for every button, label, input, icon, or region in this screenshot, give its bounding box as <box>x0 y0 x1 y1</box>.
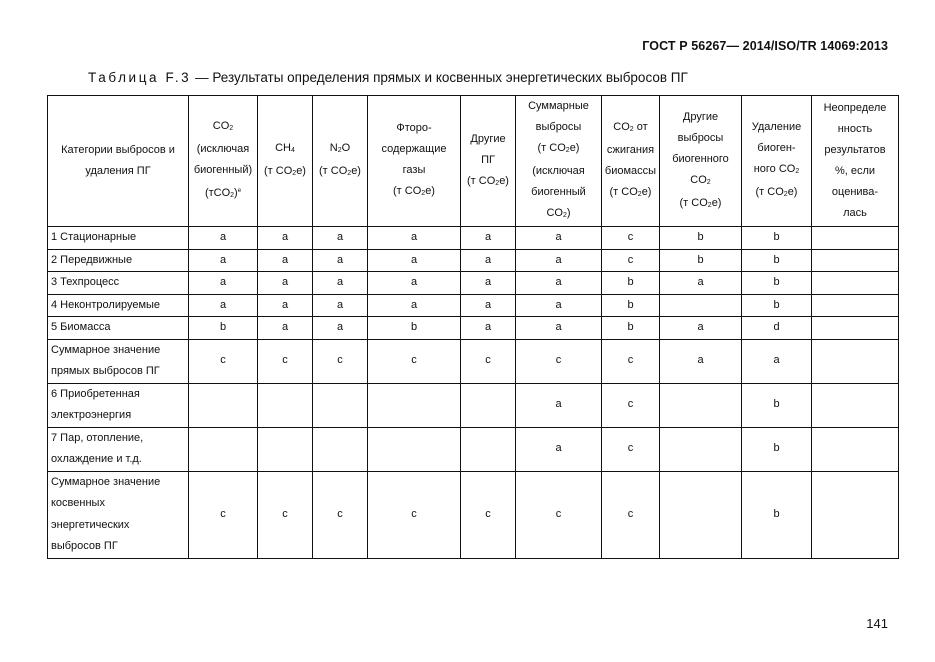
column-header-line: $CO_2$) <box>546 207 571 219</box>
table-cell-co2 <box>189 427 258 471</box>
table-cell-co2: a <box>189 227 258 250</box>
table-cell-removal: b <box>742 383 812 427</box>
table-cell-other <box>461 427 516 471</box>
table-cell-other: a <box>461 317 516 340</box>
column-header-line: Другие <box>470 132 506 145</box>
column-header-line: ного $CO_2$ <box>753 163 800 175</box>
column-header-line: (т $CO_2е$) <box>393 185 435 197</box>
row-category-line: 2 Передвижные <box>51 253 133 266</box>
table-header-row <box>48 96 899 227</box>
column-header-category <box>48 96 189 227</box>
row-category-line: выбросов ПГ <box>51 540 118 552</box>
table-cell-other: a <box>461 249 516 272</box>
table-cell-biomass: b <box>602 272 660 295</box>
table-cell-fluoro: a <box>368 294 461 317</box>
column-header-line: биогенный) <box>193 164 253 176</box>
table-cell-co2: c <box>189 471 258 558</box>
table-row <box>48 427 899 471</box>
column-header-line: (т $CO_2е$) <box>467 174 509 187</box>
table-cell-ch4 <box>258 383 313 427</box>
table-cell-fluoro: a <box>368 272 461 295</box>
row-category <box>48 317 189 340</box>
table-cell-other: c <box>461 471 516 558</box>
column-header-line: (исключая <box>196 143 250 155</box>
table-cell-other_bio: b <box>660 249 742 272</box>
row-category-line: электроэнергия <box>51 409 132 421</box>
table-cell-fluoro <box>368 383 461 427</box>
table-cell-uncertainty <box>812 227 899 250</box>
row-category <box>48 294 189 317</box>
table-cell-total: a <box>516 383 602 427</box>
column-header-line: сжигания <box>606 144 655 156</box>
column-header-fluoro <box>368 96 461 227</box>
table-cell-co2: c <box>189 339 258 383</box>
table-cell-removal: d <box>742 317 812 340</box>
table-cell-n2o <box>313 427 368 471</box>
table-cell-biomass: b <box>602 317 660 340</box>
row-category-line: 4 Неконтролируемые <box>51 298 161 311</box>
table-cell-biomass: c <box>602 383 660 427</box>
column-header-line: биогенного <box>672 152 729 165</box>
table-row <box>48 249 899 272</box>
column-header-line: биогенный <box>531 186 586 198</box>
page-number: 141 <box>866 616 888 631</box>
table-cell-co2: a <box>189 272 258 295</box>
table-cell-ch4: c <box>258 339 313 383</box>
table-cell-uncertainty <box>812 249 899 272</box>
column-header-line: (т $CO_2е$) <box>755 186 798 198</box>
table-row <box>48 471 899 558</box>
column-header-line: $CO_2$ <box>690 173 711 186</box>
column-header-line: Категории выбросов и <box>61 144 175 156</box>
table-cell-removal: b <box>742 294 812 317</box>
row-category-line: Суммарное значение <box>51 343 161 356</box>
column-header-line: газы <box>402 164 426 176</box>
table-cell-biomass: c <box>602 471 660 558</box>
row-category-line: энергетических <box>51 518 130 531</box>
column-header-other <box>461 96 516 227</box>
table-cell-co2: a <box>189 294 258 317</box>
column-header-line: (т $CO_2е$) <box>264 165 306 177</box>
table-cell-ch4: c <box>258 471 313 558</box>
table-cell-uncertainty <box>812 427 899 471</box>
table-cell-ch4: a <box>258 317 313 340</box>
table-row <box>48 272 899 295</box>
row-category-line: прямых выбросов ПГ <box>51 365 160 377</box>
row-category <box>48 383 189 427</box>
column-header-n2o <box>313 96 368 227</box>
table-cell-total: a <box>516 294 602 317</box>
table-cell-fluoro: b <box>368 317 461 340</box>
column-header-biomass <box>602 96 660 227</box>
column-header-line: биомассы <box>604 165 657 177</box>
table-cell-total: a <box>516 249 602 272</box>
table-caption <box>88 70 688 85</box>
column-header-line: $CO_2$ от <box>613 121 648 133</box>
table-cell-uncertainty <box>812 294 899 317</box>
column-header-line: Удаление <box>751 121 802 133</box>
table-cell-other_bio <box>660 427 742 471</box>
table-cell-n2o: a <box>313 294 368 317</box>
column-header-line: удаления ПГ <box>85 165 151 177</box>
row-category-line: 7 Пар, отопление, <box>51 431 144 444</box>
row-category <box>48 272 189 295</box>
column-header-line: Другие <box>682 110 719 123</box>
column-header-line: биоген- <box>757 142 796 154</box>
column-header-line: (исключая <box>532 165 585 177</box>
table-cell-other_bio: a <box>660 317 742 340</box>
table-cell-uncertainty <box>812 471 899 558</box>
table-cell-n2o: a <box>313 272 368 295</box>
standard-code: ГОСТ Р 56267— 2014/ISO/TR 14069:2013 <box>642 39 888 53</box>
column-header-line: (т $CO_2е$) <box>609 186 652 198</box>
table-cell-ch4: a <box>258 227 313 250</box>
table-cell-total: a <box>516 427 602 471</box>
table-row <box>48 227 899 250</box>
table-cell-uncertainty <box>812 383 899 427</box>
column-header-ch4 <box>258 96 313 227</box>
column-header-other_bio <box>660 96 742 227</box>
table-cell-removal: b <box>742 471 812 558</box>
row-category-line: 1 Стационарные <box>51 231 137 243</box>
table-cell-total: c <box>516 339 602 383</box>
table-cell-removal: b <box>742 249 812 272</box>
table-cell-other: a <box>461 294 516 317</box>
column-header-co2 <box>189 96 258 227</box>
column-header-line: (т $CO_2е$) <box>679 196 722 209</box>
caption-dash: — <box>195 70 209 85</box>
table-cell-fluoro: a <box>368 249 461 272</box>
row-category <box>48 227 189 250</box>
table-cell-total: a <box>516 227 602 250</box>
table-cell-uncertainty <box>812 317 899 340</box>
table-cell-other_bio <box>660 383 742 427</box>
table-cell-other: a <box>461 272 516 295</box>
column-header-line: (т $CO_2е$) <box>319 165 361 177</box>
table-cell-total: c <box>516 471 602 558</box>
table-cell-other <box>461 383 516 427</box>
table-cell-co2: b <box>189 317 258 340</box>
row-category <box>48 249 189 272</box>
table-row <box>48 294 899 317</box>
row-category-line: 3 Техпроцесс <box>51 276 120 288</box>
table-cell-n2o: c <box>313 471 368 558</box>
table-cell-biomass: b <box>602 294 660 317</box>
column-header-line: (т $CO_2е$) <box>537 142 580 154</box>
table-cell-fluoro: a <box>368 227 461 250</box>
column-header-line: Неопределе <box>823 102 887 114</box>
column-header-total <box>516 96 602 227</box>
table-cell-other_bio: b <box>660 227 742 250</box>
row-category <box>48 339 189 383</box>
table-cell-removal: b <box>742 227 812 250</box>
table-cell-other_bio <box>660 294 742 317</box>
table-cell-removal: a <box>742 339 812 383</box>
table-cell-ch4: a <box>258 294 313 317</box>
table-cell-fluoro: c <box>368 339 461 383</box>
table-cell-total: a <box>516 317 602 340</box>
table-cell-other_bio: a <box>660 272 742 295</box>
table-cell-n2o <box>313 383 368 427</box>
table-cell-other_bio <box>660 471 742 558</box>
row-category-line: охлаждение и т.д. <box>51 453 142 465</box>
column-header-line: результатов <box>824 144 886 156</box>
table-cell-uncertainty <box>812 272 899 295</box>
column-header-line: $N_2O$ <box>329 142 351 154</box>
column-header-line: выбросы <box>535 121 582 133</box>
table-cell-removal: b <box>742 272 812 295</box>
table-cell-removal: b <box>742 427 812 471</box>
table-cell-ch4: a <box>258 272 313 295</box>
table-cell-fluoro <box>368 427 461 471</box>
column-header-line: оценива- <box>831 186 879 198</box>
table-cell-other_bio: a <box>660 339 742 383</box>
table-cell-other: c <box>461 339 516 383</box>
table-row <box>48 339 899 383</box>
table-cell-n2o: a <box>313 249 368 272</box>
table-cell-biomass: c <box>602 339 660 383</box>
column-header-line: ПГ <box>481 153 495 166</box>
row-category-line: Суммарное значение <box>51 475 161 488</box>
column-header-line: $CO_2$ <box>212 120 234 132</box>
table-cell-n2o: a <box>313 317 368 340</box>
row-category-line: 6 Приобретенная <box>51 387 140 400</box>
table-cell-fluoro: c <box>368 471 461 558</box>
column-header-uncertainty <box>812 96 899 227</box>
ghg-emissions-table <box>47 95 899 559</box>
column-header-line: $CH_4$ <box>275 142 295 154</box>
table-cell-biomass: c <box>602 427 660 471</box>
column-header-line: Фторо- <box>396 122 432 134</box>
table-cell-total: a <box>516 272 602 295</box>
table-title: Результаты определения прямых и косвенных энергетических выбросов ПГ <box>212 70 688 85</box>
column-header-removal <box>742 96 812 227</box>
column-header-line: $(тCO_2)^e$ <box>204 187 242 199</box>
row-category-line: косвенных <box>51 497 105 509</box>
table-cell-ch4 <box>258 427 313 471</box>
column-header-line: %, если <box>834 165 876 177</box>
table-cell-uncertainty <box>812 339 899 383</box>
row-category <box>48 427 189 471</box>
table-cell-n2o: c <box>313 339 368 383</box>
column-header-line: выбросы <box>677 131 724 144</box>
column-header-line: Суммарные <box>528 100 589 112</box>
row-category <box>48 471 189 558</box>
table-row <box>48 383 899 427</box>
column-header-line: лась <box>843 207 867 219</box>
table-body <box>48 227 899 559</box>
table-cell-other: a <box>461 227 516 250</box>
column-header-line: нность <box>837 123 873 135</box>
table-cell-co2: a <box>189 249 258 272</box>
table-cell-ch4: a <box>258 249 313 272</box>
table-cell-biomass: c <box>602 249 660 272</box>
table-cell-biomass: c <box>602 227 660 250</box>
row-category-line: 5 Биомасса <box>51 321 111 333</box>
table-cell-co2 <box>189 383 258 427</box>
column-header-line: содержащие <box>381 143 447 155</box>
table-row <box>48 317 899 340</box>
table-cell-n2o: a <box>313 227 368 250</box>
table-label: Таблица F.3 <box>88 70 192 85</box>
